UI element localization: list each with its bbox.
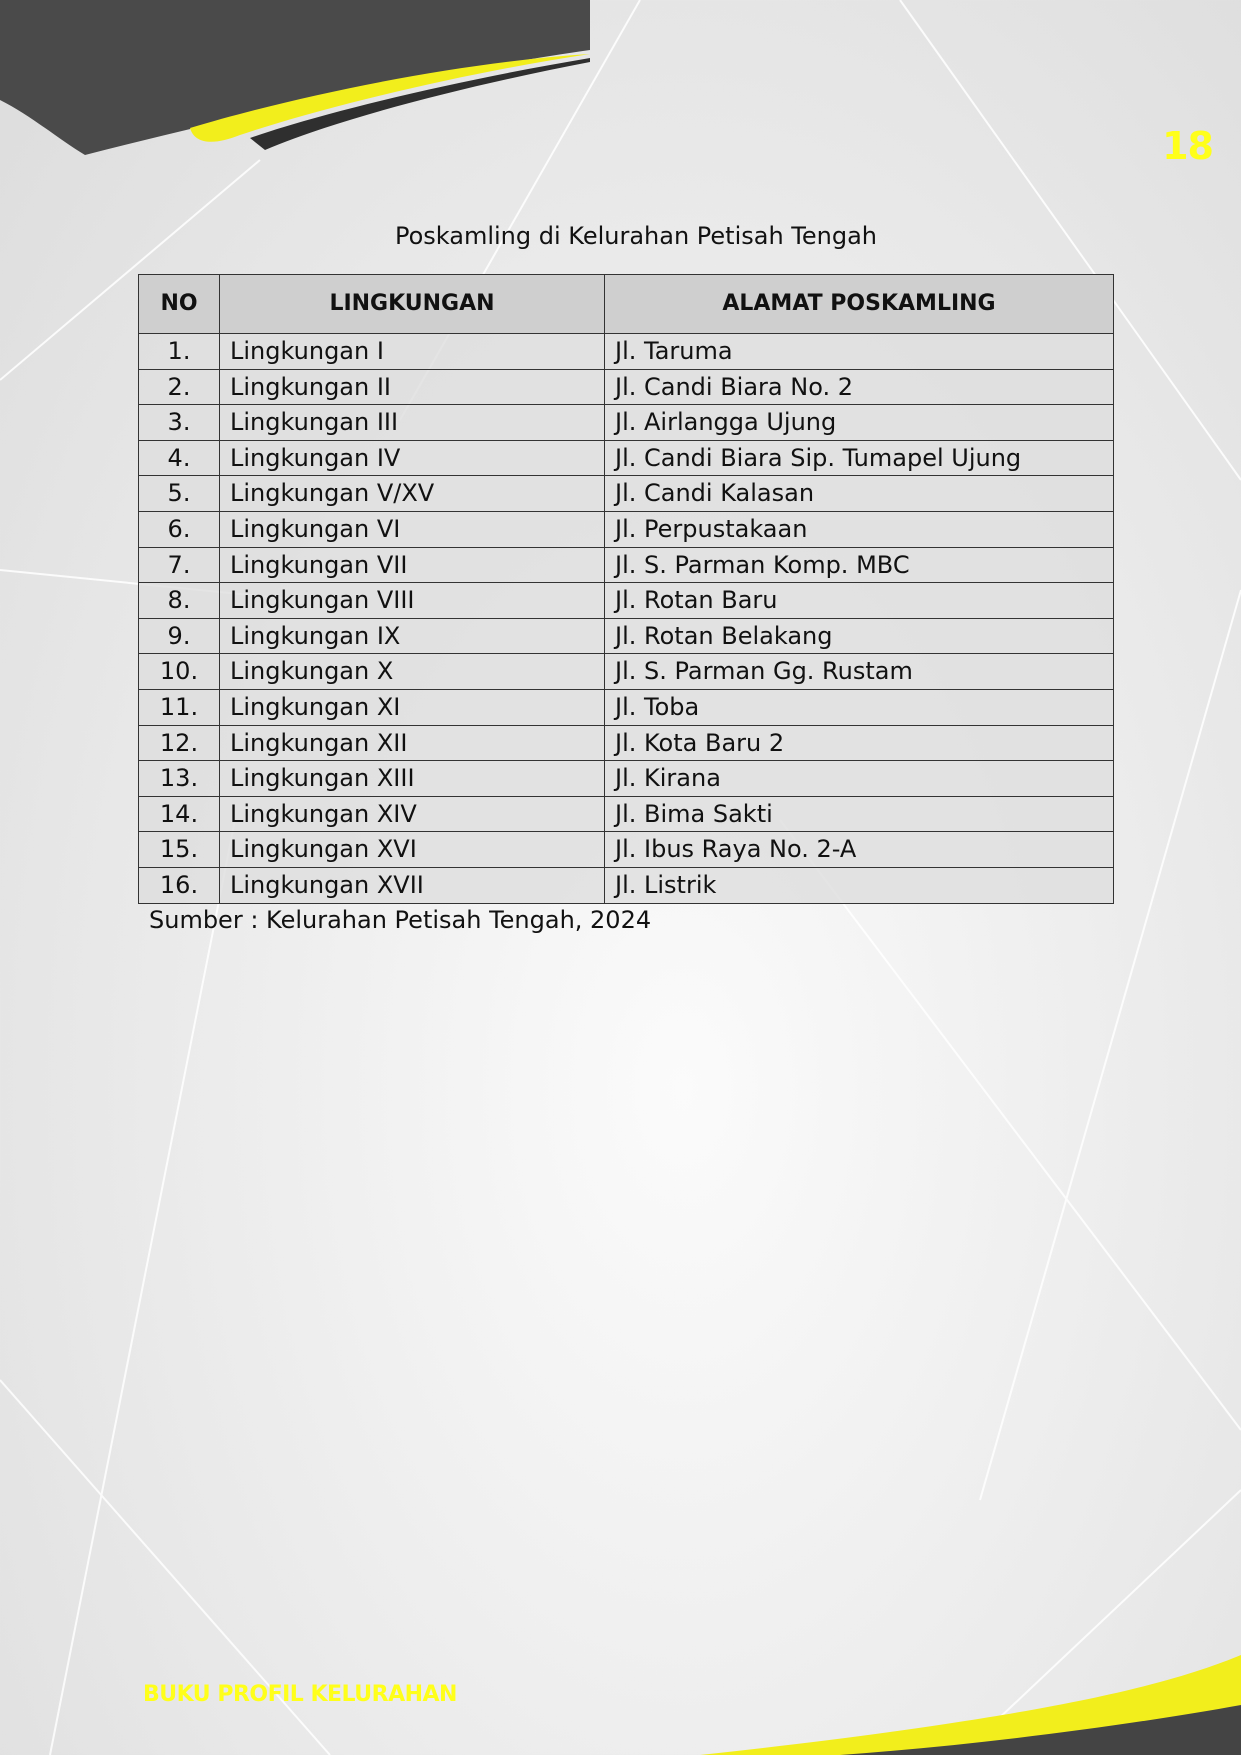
cell-alamat: Jl. Kirana (605, 761, 1114, 797)
cell-no: 4. (139, 440, 220, 476)
footer-title: BUKU PROFIL KELURAHAN (143, 1682, 457, 1707)
table-title: Poskamling di Kelurahan Petisah Tengah (394, 222, 878, 250)
header-alamat: ALAMAT POSKAMLING (605, 275, 1114, 334)
cell-lingkungan: Lingkungan VII (220, 547, 605, 583)
table-row (139, 440, 1114, 476)
cell-lingkungan: Lingkungan XVII (220, 867, 605, 903)
cell-alamat: Jl. Rotan Belakang (605, 618, 1114, 654)
cell-alamat: Jl. S. Parman Gg. Rustam (605, 654, 1114, 690)
cell-no: 8. (139, 583, 220, 619)
table-row (139, 654, 1114, 690)
cell-no: 14. (139, 796, 220, 832)
cell-no: 2. (139, 369, 220, 405)
table-row (139, 334, 1114, 370)
table-row (139, 511, 1114, 547)
table-header-row (139, 275, 1114, 334)
cell-no: 11. (139, 689, 220, 725)
table-row (139, 761, 1114, 797)
cell-lingkungan: Lingkungan VI (220, 511, 605, 547)
cell-no: 13. (139, 761, 220, 797)
table-row (139, 725, 1114, 761)
cell-lingkungan: Lingkungan VIII (220, 583, 605, 619)
cell-alamat: Jl. Candi Kalasan (605, 476, 1114, 512)
header-no: NO (139, 275, 220, 334)
cell-no: 6. (139, 511, 220, 547)
cell-lingkungan: Lingkungan XVI (220, 832, 605, 868)
source-note: Sumber : Kelurahan Petisah Tengah, 2024 (149, 906, 652, 934)
cell-alamat: Jl. Perpustakaan (605, 511, 1114, 547)
cell-no: 10. (139, 654, 220, 690)
cell-lingkungan: Lingkungan IV (220, 440, 605, 476)
cell-no: 16. (139, 867, 220, 903)
cell-alamat: Jl. Candi Biara Sip. Tumapel Ujung (605, 440, 1114, 476)
table-row (139, 583, 1114, 619)
cell-alamat: Jl. Toba (605, 689, 1114, 725)
cell-alamat: Jl. Airlangga Ujung (605, 405, 1114, 441)
cell-alamat: Jl. Ibus Raya No. 2-A (605, 832, 1114, 868)
cell-alamat: Jl. Kota Baru 2 (605, 725, 1114, 761)
cell-no: 15. (139, 832, 220, 868)
cell-lingkungan: Lingkungan I (220, 334, 605, 370)
cell-lingkungan: Lingkungan V/XV (220, 476, 605, 512)
table-row (139, 405, 1114, 441)
cell-alamat: Jl. Candi Biara No. 2 (605, 369, 1114, 405)
table-row (139, 476, 1114, 512)
table-row (139, 369, 1114, 405)
cell-lingkungan: Lingkungan XIV (220, 796, 605, 832)
cell-lingkungan: Lingkungan II (220, 369, 605, 405)
cell-lingkungan: Lingkungan XI (220, 689, 605, 725)
cell-alamat: Jl. Taruma (605, 334, 1114, 370)
cell-lingkungan: Lingkungan III (220, 405, 605, 441)
cell-lingkungan: Lingkungan X (220, 654, 605, 690)
cell-alamat: Jl. S. Parman Komp. MBC (605, 547, 1114, 583)
cell-lingkungan: Lingkungan XII (220, 725, 605, 761)
table-row (139, 689, 1114, 725)
cell-lingkungan: Lingkungan IX (220, 618, 605, 654)
table-row (139, 796, 1114, 832)
cell-no: 7. (139, 547, 220, 583)
page-number: 18 (1162, 124, 1213, 168)
table-row (139, 618, 1114, 654)
cell-no: 12. (139, 725, 220, 761)
cell-no: 5. (139, 476, 220, 512)
table-row (139, 547, 1114, 583)
cell-lingkungan: Lingkungan XIII (220, 761, 605, 797)
table-row (139, 832, 1114, 868)
cell-no: 3. (139, 405, 220, 441)
cell-no: 1. (139, 334, 220, 370)
cell-alamat: Jl. Rotan Baru (605, 583, 1114, 619)
header-lingkungan: LINGKUNGAN (220, 275, 605, 334)
poskamling-table (138, 274, 1114, 904)
cell-alamat: Jl. Listrik (605, 867, 1114, 903)
cell-no: 9. (139, 618, 220, 654)
cell-alamat: Jl. Bima Sakti (605, 796, 1114, 832)
table-row (139, 867, 1114, 903)
